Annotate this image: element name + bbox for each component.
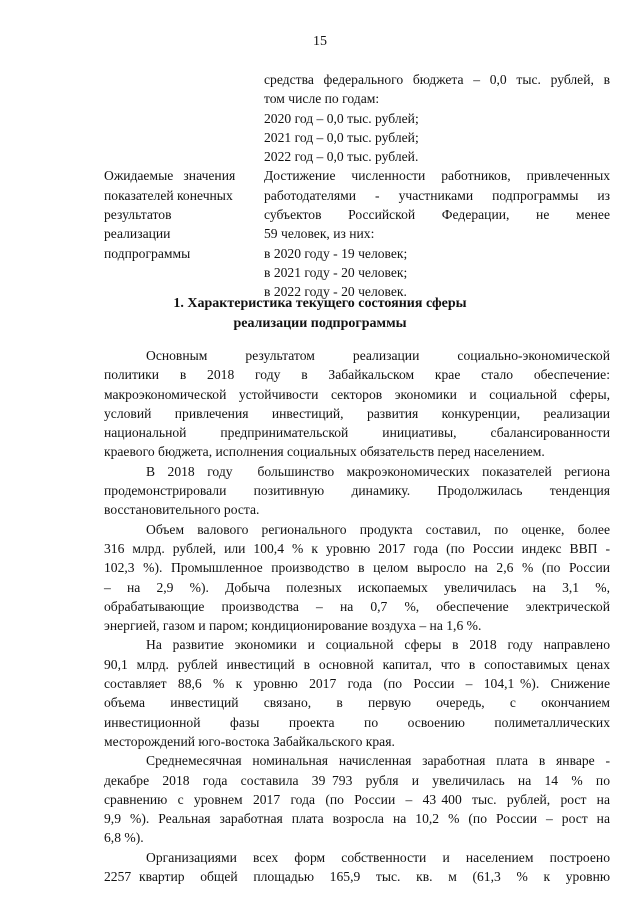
label-line: реализации — [104, 226, 171, 242]
funding-line: средства федерального бюджета – 0,0 тыс. рублей, в — [264, 72, 610, 87]
funding-line: 2022 год – 0,0 тыс. рублей. — [264, 149, 419, 165]
paragraph-line: На развитие экономики и социальной сферы в 2018 году направлено — [146, 637, 610, 653]
funding-label-cell — [104, 70, 264, 166]
paragraph-line: Объем валового регионального продукта составил, по оценке, более — [146, 521, 610, 537]
value-line: работодателями - участниками подпрограммы из — [264, 187, 610, 203]
paragraph-line: объема инвестиций связано, в первую очередь, с окончанием — [104, 695, 610, 711]
passport-table-fragment — [104, 70, 610, 302]
paragraph-line: Среднемесячная номинальная начисленная заработная плата в январе - — [146, 753, 610, 769]
funding-line: том числе по годам: — [264, 91, 380, 107]
paragraph-line: 102,3 %). Промышленное производство в целом выросло на 2,6 % (по России — [104, 560, 610, 576]
paragraph — [104, 520, 610, 636]
paragraph-line: 9,9 %). Реальная заработная плата возросла на 10,2 % (по России – рост на — [104, 811, 610, 827]
paragraph-line: национальной предпринимательской инициативы, сбалансированности — [104, 425, 610, 441]
funding-line: 2020 год – 0,0 тыс. рублей; — [264, 110, 419, 126]
value-line: в 2021 году - 20 человек; — [264, 264, 408, 280]
value-line: субъектов Российской Федерации, не менее — [264, 207, 610, 223]
paragraph-line: сравнению с уровнем 2017 года (по России – 43 400 тыс. рублей, рост на — [104, 791, 610, 807]
paragraph-line: энергией, газом и паром; кондиционирование воздуха – на 1,6 %. — [104, 618, 482, 634]
section-heading-line: 1. Характеристика текущего состояния сферы — [173, 296, 467, 311]
paragraph-line: восстановительного роста. — [104, 502, 260, 518]
label-line: показателей конечных — [104, 187, 233, 203]
paragraph-line: Основным результатом реализации социально-экономической — [146, 348, 610, 363]
paragraph — [104, 635, 610, 751]
paragraph-line: декабре 2018 года составила 39 793 рубля и увеличилась на 14 % по — [104, 772, 610, 788]
value-line: в 2020 году - 19 человек; — [264, 245, 408, 261]
paragraph-line: месторождений юго-востока Забайкальского края. — [104, 733, 395, 749]
paragraph-line: Организациями всех форм собственности и населением построено — [146, 849, 610, 865]
paragraph-line: 90,1 млрд. рублей инвестиций в основной капитал, что в сопоставимых ценах — [104, 656, 610, 672]
expected-results-label — [104, 166, 264, 301]
expected-results-value — [264, 166, 610, 301]
section-heading-line: реализации подпрограммы — [233, 316, 407, 331]
paragraph-line: – на 2,9 %). Добыча полезных ископаемых увеличилась на 3,1 %, — [104, 579, 610, 595]
label-line: результатов — [104, 207, 172, 223]
paragraph-line: макроэкономической устойчивости секторов экономики и социальной сферы, — [104, 386, 610, 402]
paragraph-line: политики в 2018 году в Забайкальском крае стало обеспечение: — [104, 367, 610, 383]
paragraph — [104, 462, 610, 520]
paragraph — [104, 346, 610, 462]
funding-row — [104, 70, 610, 166]
section-heading — [0, 294, 640, 334]
paragraph — [104, 848, 610, 887]
funding-value-cell — [264, 70, 610, 166]
label-line: Ожидаемые значения — [104, 168, 236, 184]
paragraph-line: продемонстрировали позитивную динамику. Продолжилась тенденция — [104, 483, 610, 499]
value-line: Достижение численности работников, привлеченных — [264, 168, 610, 184]
value-line: 59 человек, из них: — [264, 226, 375, 242]
expected-results-row — [104, 166, 610, 301]
paragraph-line: обрабатывающие производства – на 0,7 %, обеспечение электрической — [104, 598, 610, 614]
paragraph-line: 316 млрд. рублей, или 100,4 % к уровню 2017 года (по России индекс ВВП - — [104, 540, 610, 556]
paragraph-line: краевого бюджета, исполнения социальных обязательств перед населением. — [104, 444, 545, 460]
value-line: в 2022 году - 20 человек. — [264, 284, 407, 300]
paragraph-line: В 2018 году большинство макроэкономических показателей региона — [146, 463, 610, 479]
label-line: подпрограммы — [104, 245, 191, 261]
paragraph-line: 2257 квартир общей площадью 165,9 тыс. кв. м (61,3 % к уровню — [104, 869, 610, 885]
funding-line: 2021 год – 0,0 тыс. рублей; — [264, 129, 419, 145]
paragraph — [104, 751, 610, 847]
body-text — [104, 346, 610, 886]
paragraph-line: составляет 88,6 % к уровню 2017 года (по России – 104,1 %). Снижение — [104, 676, 610, 692]
paragraph-line: инвестиционной фазы проекта по освоению полиметаллических — [104, 714, 610, 730]
paragraph-line: условий привлечения инвестиций, развития конкуренции, реализации — [104, 405, 610, 421]
paragraph-line: 6,8 %). — [104, 830, 144, 846]
page-number: 15 — [313, 34, 327, 49]
